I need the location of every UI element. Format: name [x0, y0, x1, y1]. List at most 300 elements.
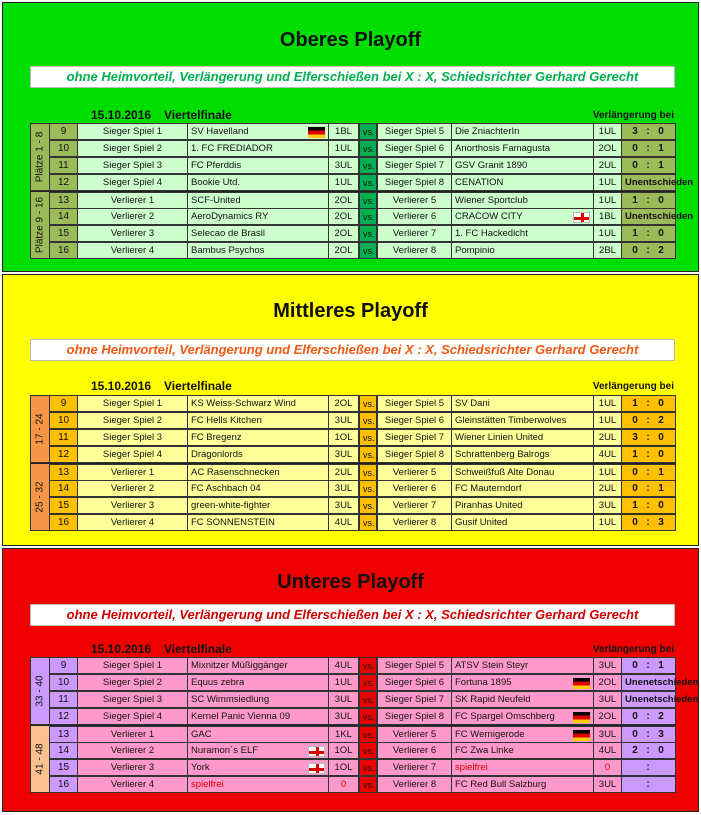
versus-label: vs. — [359, 742, 377, 759]
league-away: 3UL — [594, 497, 622, 514]
score-home: 0 — [632, 467, 638, 478]
versus-label: vs. — [359, 657, 377, 674]
versus-label: vs. — [359, 225, 377, 242]
team-home-name: KS Weiss-Schwarz Wind — [191, 398, 296, 409]
league-home: 1BL — [329, 123, 359, 140]
score-cell — [622, 192, 676, 209]
score-separator: : — [646, 228, 650, 239]
slot-label-away: Verlierer 6 — [377, 480, 452, 497]
match-number: 12 — [50, 708, 78, 725]
slot-label-home: Sieger Spiel 2 — [78, 674, 188, 691]
team-home — [188, 480, 329, 497]
score-away: 0 — [658, 432, 664, 443]
team-home-name: Equus zebra — [191, 677, 245, 688]
slot-label-away: Verlierer 5 — [377, 464, 452, 481]
score-cell — [622, 157, 676, 174]
league-away: 2OL — [594, 674, 622, 691]
league-home: 1KL — [329, 726, 359, 743]
team-home — [188, 140, 329, 157]
league-home: 3UL — [329, 157, 359, 174]
versus-label: vs. — [359, 395, 377, 412]
team-home-name: Mixnitzer Müßiggänger — [191, 660, 288, 671]
league-away: 2UL — [594, 480, 622, 497]
match-number: 14 — [50, 480, 78, 497]
slot-label-away: Sieger Spiel 8 — [377, 446, 452, 463]
league-home: 3UL — [329, 446, 359, 463]
score-cell — [622, 726, 676, 743]
team-home — [188, 514, 329, 531]
match-row — [30, 140, 676, 157]
team-away-name: Piranhas United — [455, 500, 523, 511]
score-separator: : — [646, 660, 650, 671]
team-home-name: spielfrei — [191, 779, 224, 790]
league-home: 3UL — [329, 497, 359, 514]
slot-label-away: Sieger Spiel 8 — [377, 708, 452, 725]
league-away: 1UL — [594, 412, 622, 429]
score-home: 2 — [632, 745, 638, 756]
slot-label-home: Sieger Spiel 1 — [78, 657, 188, 674]
versus-label: vs. — [359, 174, 377, 191]
score-home: 0 — [632, 517, 638, 528]
score-away: 0 — [658, 195, 664, 206]
score-separator: : — [646, 762, 650, 773]
team-home — [188, 123, 329, 140]
match-row — [30, 242, 676, 259]
league-away: 1BL — [594, 208, 622, 225]
score-away: 0 — [658, 500, 664, 511]
slot-label-home: Sieger Spiel 1 — [78, 123, 188, 140]
score-separator: : — [646, 160, 650, 171]
group-label-text: 17 - 24 — [34, 413, 46, 445]
team-home-name: Kernel Panic Vienna 09 — [191, 711, 291, 722]
team-away-name: SK Rapid Neufeld — [455, 694, 531, 705]
versus-label: vs. — [359, 759, 377, 776]
match-row — [30, 725, 676, 742]
league-home: 3UL — [329, 412, 359, 429]
league-home: 3UL — [329, 480, 359, 497]
round-name: Viertelfinale — [164, 108, 232, 122]
team-home-name: green-white-fighter — [191, 500, 271, 511]
slot-label-home: Verlierer 2 — [78, 480, 188, 497]
score-away: 1 — [658, 660, 664, 671]
team-home — [188, 674, 329, 691]
score-separator: : — [646, 432, 650, 443]
score-home: 3 — [632, 126, 638, 137]
league-home: 2OL — [329, 395, 359, 412]
score-away: 0 — [658, 398, 664, 409]
versus-label: vs. — [359, 412, 377, 429]
team-away-name: SV Dani — [455, 398, 490, 409]
team-away — [452, 157, 594, 174]
team-home-name: Dragonlords — [191, 449, 243, 460]
league-home: 1OL — [329, 759, 359, 776]
slot-label-home: Verlierer 2 — [78, 742, 188, 759]
match-number: 14 — [50, 742, 78, 759]
match-number: 12 — [50, 446, 78, 463]
team-home — [188, 691, 329, 708]
slot-label-home: Sieger Spiel 1 — [78, 395, 188, 412]
slot-label-home: Verlierer 3 — [78, 497, 188, 514]
team-away — [452, 742, 594, 759]
team-away-name: Die ZniachterIn — [455, 126, 520, 137]
score-cell — [622, 395, 676, 412]
versus-label: vs. — [359, 776, 377, 793]
team-home — [188, 174, 329, 191]
versus-label: vs. — [359, 691, 377, 708]
score-home: 0 — [632, 245, 638, 256]
team-home-name: FC SONNENSTEIN — [191, 517, 275, 528]
slot-label-home: Verlierer 1 — [78, 464, 188, 481]
match-date: 15.10.2016 — [91, 108, 152, 122]
match-row — [30, 463, 676, 480]
score-away: 1 — [658, 467, 664, 478]
team-home-name: FC Pferddis — [191, 160, 242, 171]
team-away — [452, 497, 594, 514]
team-away — [452, 140, 594, 157]
league-away: 1UL — [594, 514, 622, 531]
slot-label-away: Sieger Spiel 7 — [377, 691, 452, 708]
score-home: 0 — [632, 483, 638, 494]
league-away: 4UL — [594, 446, 622, 463]
slot-label-home: Sieger Spiel 2 — [78, 140, 188, 157]
score-home: 1 — [632, 228, 638, 239]
slot-label-away: Verlierer 7 — [377, 225, 452, 242]
score-separator: : — [646, 398, 650, 409]
score-cell — [622, 446, 676, 463]
team-away — [452, 242, 594, 259]
slot-label-home: Sieger Spiel 3 — [78, 157, 188, 174]
team-away — [452, 225, 594, 242]
score-cell — [622, 708, 676, 725]
score-cell — [622, 225, 676, 242]
slot-label-away: Sieger Spiel 6 — [377, 412, 452, 429]
match-number: 10 — [50, 674, 78, 691]
league-home: 3UL — [329, 708, 359, 725]
match-row — [30, 657, 676, 674]
match-number: 9 — [50, 395, 78, 412]
league-home: 2OL — [329, 225, 359, 242]
extension-result: Unenetschieden — [625, 677, 699, 688]
team-away-name: Schweißfuß Alte Donau — [455, 467, 555, 478]
score-cell — [622, 174, 694, 191]
team-away — [452, 480, 594, 497]
team-home — [188, 464, 329, 481]
match-date: 15.10.2016 — [91, 642, 152, 656]
league-home: 2OL — [329, 242, 359, 259]
team-away-name: FC Spargel Omschberg — [455, 711, 555, 722]
score-cell — [622, 674, 699, 691]
team-home-name: Selecao de Brasil — [191, 228, 265, 239]
versus-label: vs. — [359, 726, 377, 743]
team-home — [188, 242, 329, 259]
slot-label-away: Sieger Spiel 5 — [377, 657, 452, 674]
score-away: 1 — [658, 160, 664, 171]
match-number: 15 — [50, 759, 78, 776]
team-away — [452, 674, 594, 691]
score-away: 3 — [658, 517, 664, 528]
extension-label: Verlängerung bei — [592, 110, 674, 121]
slot-label-away: Sieger Spiel 5 — [377, 395, 452, 412]
score-home: 0 — [632, 711, 638, 722]
team-away — [452, 429, 594, 446]
versus-label: vs. — [359, 674, 377, 691]
score-home: 1 — [632, 398, 638, 409]
slot-label-away: Verlierer 5 — [377, 192, 452, 209]
score-away: 2 — [658, 245, 664, 256]
score-away: 1 — [658, 143, 664, 154]
versus-label: vs. — [359, 480, 377, 497]
match-number: 11 — [50, 157, 78, 174]
match-row — [30, 123, 676, 140]
rules-banner: ohne Heimvorteil, Verlängerung und Elferschießen bei X : X, Schiedsrichter Gerhard Gerecht — [30, 339, 675, 361]
league-away: 1UL — [594, 123, 622, 140]
germany-flag-icon — [573, 730, 590, 741]
score-cell — [622, 514, 676, 531]
team-away — [452, 514, 594, 531]
match-row — [30, 157, 676, 174]
score-home: 1 — [632, 449, 638, 460]
score-home: 0 — [632, 660, 638, 671]
team-away-name: spielfrei — [455, 762, 488, 773]
slot-label-home: Sieger Spiel 4 — [78, 446, 188, 463]
match-number: 13 — [50, 192, 78, 209]
league-away: 1UL — [594, 395, 622, 412]
score-cell — [622, 742, 676, 759]
score-separator: : — [646, 245, 650, 256]
score-separator: : — [646, 195, 650, 206]
score-home: 0 — [632, 143, 638, 154]
team-away — [452, 192, 594, 209]
extension-label: Verlängerung bei — [592, 381, 674, 392]
match-row — [30, 776, 676, 793]
team-home-name: GAC — [191, 729, 212, 740]
group-label-text: Plätze 9 - 16 — [34, 196, 46, 254]
slot-label-away: Sieger Spiel 6 — [377, 140, 452, 157]
middle-playoff-section — [2, 274, 699, 546]
team-home — [188, 726, 329, 743]
league-away: 0 — [594, 759, 622, 776]
slot-label-home: Verlierer 3 — [78, 225, 188, 242]
team-home-name: SC Wimmsiedlung — [191, 694, 270, 705]
score-separator: : — [646, 143, 650, 154]
match-number: 9 — [50, 657, 78, 674]
score-home: 3 — [632, 432, 638, 443]
match-row — [30, 691, 699, 708]
match-number: 16 — [50, 242, 78, 259]
team-home — [188, 208, 329, 225]
team-home-name: Bookie Utd. — [191, 177, 241, 188]
match-row — [30, 514, 676, 531]
match-number: 13 — [50, 726, 78, 743]
match-table — [30, 395, 676, 531]
score-separator: : — [646, 500, 650, 511]
score-away: 0 — [658, 228, 664, 239]
slot-label-away: Verlierer 8 — [377, 776, 452, 793]
league-home: 1OL — [329, 742, 359, 759]
league-home: 3UL — [329, 691, 359, 708]
match-number: 15 — [50, 225, 78, 242]
league-away: 2UL — [594, 157, 622, 174]
match-number: 12 — [50, 174, 78, 191]
slot-label-away: Verlierer 5 — [377, 726, 452, 743]
slot-label-home: Sieger Spiel 4 — [78, 174, 188, 191]
league-away: 3UL — [594, 691, 622, 708]
league-home: 2OL — [329, 192, 359, 209]
round-name: Viertelfinale — [164, 379, 232, 393]
team-away-name: CENATION — [455, 177, 504, 188]
team-home — [188, 759, 329, 776]
slot-label-away: Sieger Spiel 7 — [377, 157, 452, 174]
group-label-text: Plätze 1 - 8 — [34, 131, 46, 183]
team-home-name: FC Bregenz — [191, 432, 242, 443]
team-away — [452, 208, 594, 225]
score-separator: : — [646, 126, 650, 137]
slot-label-away: Verlierer 7 — [377, 497, 452, 514]
team-home — [188, 192, 329, 209]
score-home: 1 — [632, 500, 638, 511]
team-away — [452, 759, 594, 776]
team-away — [452, 123, 594, 140]
team-away-name: CRACOW CITY — [455, 211, 523, 222]
score-away: 0 — [658, 126, 664, 137]
versus-label: vs. — [359, 497, 377, 514]
slot-label-home: Verlierer 2 — [78, 208, 188, 225]
team-home-name: AeroDynamics RY — [191, 211, 269, 222]
versus-label: vs. — [359, 708, 377, 725]
league-home: 0 — [329, 776, 359, 793]
team-home-name: 1. FC FREDIADOR — [191, 143, 273, 154]
match-date: 15.10.2016 — [91, 379, 152, 393]
team-home-name: FC Hells Kitchen — [191, 415, 262, 426]
extension-result: Unentschieden — [625, 211, 694, 222]
match-number: 15 — [50, 497, 78, 514]
league-away: 4UL — [594, 742, 622, 759]
team-home — [188, 708, 329, 725]
versus-label: vs. — [359, 192, 377, 209]
score-home: 0 — [632, 729, 638, 740]
team-home-name: Bambus Psychos — [191, 245, 265, 256]
slot-label-away: Sieger Spiel 7 — [377, 429, 452, 446]
team-away — [452, 657, 594, 674]
extension-label: Verlängerung bei — [592, 644, 674, 655]
team-home — [188, 225, 329, 242]
score-separator: : — [646, 779, 650, 790]
team-away-name: Wiener Linien United — [455, 432, 544, 443]
team-away-name: Pompinio — [455, 245, 495, 256]
score-cell — [622, 140, 676, 157]
team-home-name: FC Aschbach 04 — [191, 483, 261, 494]
match-table — [30, 657, 699, 793]
slot-label-home: Sieger Spiel 3 — [78, 429, 188, 446]
team-home — [188, 429, 329, 446]
slot-label-home: Verlierer 1 — [78, 192, 188, 209]
score-cell — [622, 497, 676, 514]
slot-label-away: Sieger Spiel 6 — [377, 674, 452, 691]
match-number: 10 — [50, 412, 78, 429]
team-away-name: ATSV Stein Steyr — [455, 660, 529, 671]
versus-label: vs. — [359, 157, 377, 174]
score-home: 1 — [632, 195, 638, 206]
score-separator: : — [646, 729, 650, 740]
extension-result: Unenetschieden — [625, 694, 699, 705]
score-cell — [622, 464, 676, 481]
slot-label-home: Sieger Spiel 4 — [78, 708, 188, 725]
score-away: 0 — [658, 745, 664, 756]
league-home: 1UL — [329, 674, 359, 691]
team-away — [452, 691, 594, 708]
score-separator: : — [646, 467, 650, 478]
match-number: 11 — [50, 691, 78, 708]
versus-label: vs. — [359, 446, 377, 463]
score-away: 2 — [658, 711, 664, 722]
league-home: 2OL — [329, 208, 359, 225]
slot-label-home: Verlierer 4 — [78, 776, 188, 793]
match-row — [30, 497, 676, 514]
score-cell — [622, 242, 676, 259]
slot-label-away: Verlierer 6 — [377, 742, 452, 759]
england-flag-icon — [308, 746, 325, 757]
team-home-name: AC Rasenschnecken — [191, 467, 280, 478]
score-home: 0 — [632, 160, 638, 171]
score-separator: : — [646, 415, 650, 426]
league-home: 1UL — [329, 140, 359, 157]
slot-label-home: Verlierer 4 — [78, 514, 188, 531]
rules-banner: ohne Heimvorteil, Verlängerung und Elferschießen bei X : X, Schiedsrichter Gerhard Gerecht — [30, 604, 675, 626]
league-away: 2UL — [594, 429, 622, 446]
team-home — [188, 742, 329, 759]
score-separator: : — [646, 711, 650, 722]
league-away: 2OL — [594, 140, 622, 157]
score-away: 0 — [658, 449, 664, 460]
team-away-name: FC Red Bull Salzburg — [455, 779, 547, 790]
versus-label: vs. — [359, 514, 377, 531]
group-label-text: 33 - 40 — [34, 675, 46, 707]
team-away — [452, 174, 594, 191]
league-away: 2BL — [594, 242, 622, 259]
team-away-name: FC Mauterndorf — [455, 483, 522, 494]
score-cell — [622, 123, 676, 140]
match-row — [30, 759, 676, 776]
versus-label: vs. — [359, 208, 377, 225]
match-number: 16 — [50, 776, 78, 793]
team-away-name: 1. FC Hackedicht — [455, 228, 528, 239]
germany-flag-icon — [573, 678, 590, 689]
league-away: 3UL — [594, 657, 622, 674]
league-away: 3UL — [594, 726, 622, 743]
group-label-text: 41 - 48 — [34, 743, 46, 775]
match-row — [30, 395, 676, 412]
team-away — [452, 726, 594, 743]
slot-label-away: Verlierer 6 — [377, 208, 452, 225]
slot-label-away: Sieger Spiel 8 — [377, 174, 452, 191]
slot-label-home: Sieger Spiel 3 — [78, 691, 188, 708]
score-cell — [622, 776, 676, 793]
slot-label-away: Sieger Spiel 5 — [377, 123, 452, 140]
section-title: Oberes Playoff — [279, 29, 422, 51]
team-home — [188, 395, 329, 412]
team-away — [452, 395, 594, 412]
match-row — [30, 412, 676, 429]
league-home: 4UL — [329, 657, 359, 674]
group-label-text: 25 - 32 — [34, 481, 46, 513]
versus-label: vs. — [359, 140, 377, 157]
score-away: 3 — [658, 729, 664, 740]
team-away-name: GSV Granit 1890 — [455, 160, 528, 171]
match-row — [30, 480, 676, 497]
england-flag-icon — [308, 763, 325, 774]
team-home — [188, 497, 329, 514]
score-separator: : — [646, 449, 650, 460]
